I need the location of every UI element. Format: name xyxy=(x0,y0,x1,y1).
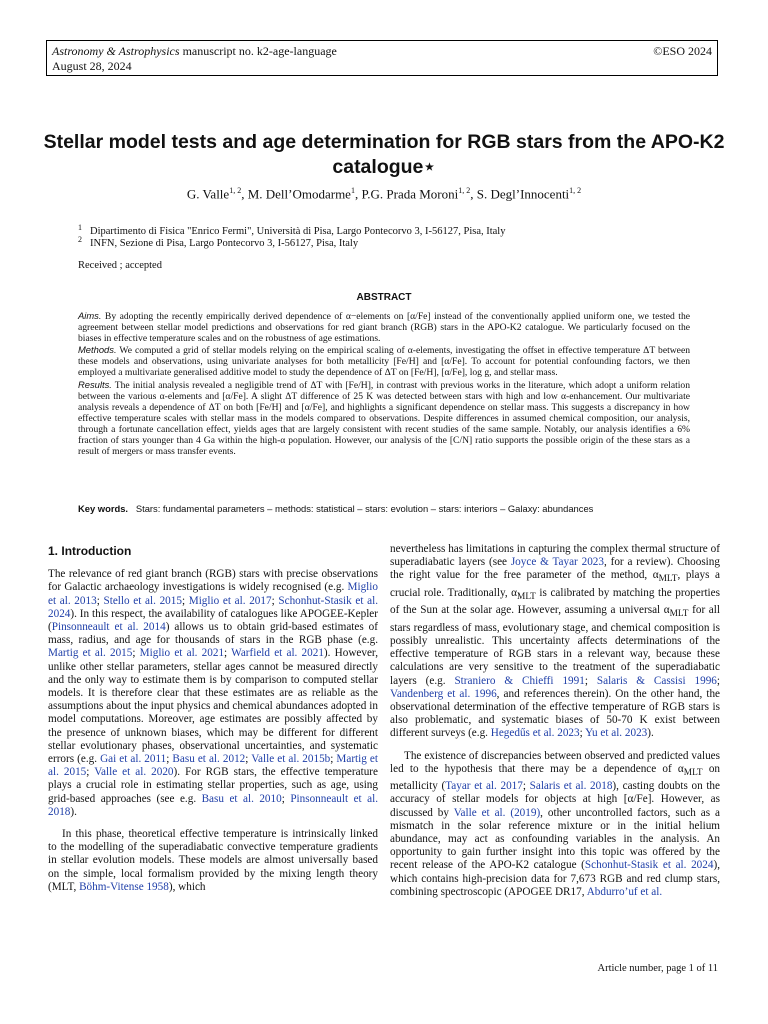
citation-link[interactable]: Schonhut-Stasik et al. 2024 xyxy=(584,859,714,872)
author: S. Degl’Innocenti xyxy=(476,186,570,202)
citation-link[interactable]: Tayar et al. 2017 xyxy=(445,780,523,793)
header-date: August 28, 2024 xyxy=(52,59,132,73)
journal-line xyxy=(52,44,337,59)
citation-link[interactable]: Valle et al. (2019) xyxy=(453,806,541,819)
citation-link[interactable]: Straniero & Chieffi 1991 xyxy=(454,674,585,687)
citation-link[interactable]: Basu et al. 2012 xyxy=(172,753,246,766)
citation-link[interactable]: Vandenberg et al. 1996 xyxy=(390,687,497,700)
citation-link[interactable]: Pinsonneault et al. 2018 xyxy=(48,792,379,818)
citation-link[interactable]: Valle et al. 2020 xyxy=(94,766,174,779)
received-line: Received ; accepted xyxy=(78,260,162,271)
citation-link[interactable]: Hegedűs et al. 2023 xyxy=(490,727,580,740)
abstract-results: Results. The initial analysis revealed a negligible trend of ΔT with [Fe/H], in contrast with previous works in the literature, which adopt a uniform relation between the various α-elements and [α/Fe]. A slight ΔT difference of 25 K was detected between stars with high and low α-enhancement. Our multivariate analysis reveals a dependence of ΔT on both [Fe/H] and [α/Fe], and highlights a significant dependence on stellar mass. This suggests a discrepancy in how effective temperature scales with stellar mass in the models compared to observations. Despite differences in assumed chemical composition, our analysis, through a fortunate cancellation effect, yields ages that are largely consistent with recent studies of the same sample. Notably, our analysis identifies a 6% fraction of stars younger than 4 Ga within the high-α population. However, our analysis of the [C/N] ratio supports the possible origin of the these stars as a result of mergers or mass transfer events. xyxy=(78,378,690,458)
body-paragraph: The existence of discrepancies between observed and predicted values led to the hypothesis that there may be a dependence of $\alpha_{MLT}$ on metallicity (Tayar et al. 2017; Salaris et al. 2018), casting doubts on the accuracy of stellar models for objects at high [α/Fe]. However, as discussed by Valle et al. (2019), other uncontrolled factors, such as a mismatch in the solar reference mixture or in the initial helium abundance, may act as confounding variables in the analysis. An opportunity to gain further insight into this topic was offered by the recent release of the APO-K2 catalogue (Schonhut-Stasik et al. 2024), which contains high-precision data for 7,673 RGB and red clump stars, combining spectroscopic (APOGEE DR17, Abdurro’uf et al. xyxy=(390,749,721,898)
keywords: Key words. Stars: fundamental parameters – methods: statistical – stars: evolution – stars: interiors – Galaxy: abundances xyxy=(78,503,594,514)
citation-link[interactable]: Warfield et al. 2021 xyxy=(231,647,324,660)
body-paragraph: The relevance of red giant branch (RGB) stars with precise observations for Galactic archaeology investigations is widely recognised (e.g. Miglio et al. 2013; Stello et al. 2015; Miglio et al. 2017; Schonhut-Stasik et al. 2024). In this respect, the availability of catalogues like APOGEE-Kepler (Pinsonneault et al. 2014) allows us to obtain grid-based estimates of mass, radius, and age for thousands of stars in the RGB phase (e.g. Martig et al. 2015; Miglio et al. 2021; Warfield et al. 2021). However, unlike other stellar parameters, stellar ages cannot be measured directly and the only way to estimate them is by comparison to computed stellar models. It is therefore clear that these estimates are as reliable as the assumptions about the input physics and chemical abundances adopted in model computations. Moreover, age estimates are possibly affected by the presence of unknown biases, which may be different for different stellar evolutionary phases, observational uncertainties, and systematic errors (e.g. Gai et al. 2011; Basu et al. 2012; Valle et al. 2015b; Martig et al. 2015; Valle et al. 2020). For RGB stars, the effective temperature plays a crucial role in estimating stellar properties, such as age, using grid-based approaches (see e.g. Basu et al. 2010; Pinsonneault et al. 2018). xyxy=(48,568,379,818)
citation-link[interactable]: Miglio et al. 2017 xyxy=(188,594,272,607)
body-paragraph: nevertheless has limitations in capturing the complex thermal structure of superadiabatic layers (see Joyce & Tayar 2023, for a review). Choosing the right value for the free parameter of the method, $\alpha_{MLT}$, plays a crucial role. Traditionally, $\alpha_{MLT}$ is calibrated by matching the properties of the Sun at the solar age. However, assuming a universal $\alpha_{MLT}$ for all stars regardless of mass, evolutionary stage, and chemical composition is possibly unrealistic. This uncertainty affects determinations of the effective temperature of RGB stars in a relevant way, because these calculations are very sensitive to the treatment of the superadiabatic layers (e.g. Straniero & Chieffi 1991; Salaris & Cassisi 1996; Vandenberg et al. 1996, and references therein). On the other hand, the observational determination of the effective temperature of RGB stars is also problematic, and systematic biases of 50-70 K exist between different surveys (e.g. Hegedűs et al. 2023; Yu et al. 2023). xyxy=(390,543,721,740)
copyright: ©ESO 2024 xyxy=(653,44,712,58)
citation-link[interactable]: Salaris et al. 2018 xyxy=(529,780,613,793)
page-footer: Article number, page 1 of 11 xyxy=(597,963,718,974)
paper-page: Astronomy & Astrophysics manuscript no. k2-age-language August 28, 2024 ©ESO 2024 Stellar model tests and age determination for RGB stars from the APO-K2 catalogue⋆ G. Valle$^{1, 2}$, M. Dell’Omodarme$^1$, P.G. Prada Moroni$^{1, 2}$, S. Degl’Innocenti$^{1, 2}$ 1 Dipartimento di Fisica "Enrico Fermi", Università di Pisa, Largo Pontecorvo 3, I-56127, Pisa, Italy 2 INFN, Sezione di Pisa, Largo Pontecorvo 3, I-56127, Pisa, Italy Received ; accepted ABSTRACT Aims. By adopting the recently empirically derived dependence of α−elements on [α/Fe] instead of the conventionally applied uniform one, we tested the agreement between stellar model predictions and observations for red giant branch (RGB) stars in the APO-K2 catalogue. We particularly focused on the biases in effective temperature scales and on the robustness of age estimations. Methods. We computed a grid of stellar models relying on the empirical scaling of α-elements, investigating the offset in effective temperature ΔT between these models and observations, using univariate analyses for both metallicity [Fe/H] and [α/Fe]. To account for potential confounding factors, we then employed a multivariate generalised additive model to study the dependence of ΔT on [Fe/H], [α/Fe], log g, and stellar mass. Results. The initial analysis revealed a negligible trend of ΔT with [Fe/H], in contrast with previous works in the literature, which adopt a uniform relation between the various α-elements and [α/Fe]. A slight ΔT difference of 25 K was detected between stars with high and low α-enhancement. Our multivariate analysis reveals a dependence of ΔT on both [Fe/H] and [α/Fe], and highlights a significant dependence on stellar mass. This suggests a discrepancy in how effective temperature scales with stellar mass in the models compared to observations. Despite differences in assumed chemical composition, our analysis, through a fortunate cancellation effect, yields ages that are largely consistent with recent studies of the same sample. Notably, our analysis identifies a 6% fraction of stars younger than 4 Ga within the high-α population. However, our analysis of the [C/N] ratio supports the possible origin of the these stars as a result of mergers or mass transfer events. Key words. Stars: fundamental parameters – methods: statistical – stars: evolution – stars: interiors – Galaxy: abundances 1. Introduction The relevance of red giant branch (RGB) stars with precise observations for Galactic archaeology investigations is widely recognised (e.g. Miglio et al. 2013; Stello et al. 2015; Miglio et al. 2017; Schonhut-Stasik et al. 2024). In this respect, the availability of catalogues like APOGEE-Kepler (Pinsonneault et al. 2014) allows us to obtain grid-based estimates of mass, radius, and age for thousands of stars in the RGB phase (e.g. Martig et al. 2015; Miglio et al. 2021; Warfield et al. 2021). However, unlike other stellar parameters, stellar ages cannot be measured directly and the only way to estimate them is by comparison to computed stellar models. It is therefore clear that these estimates are as reliable as the assumptions about the input physics and chemical abundances adopted in model computations. Moreover, age estimates are possibly affected by the presence of unknown biases, which may be different for different stellar evolutionary phases, observational uncertainties, and systematic errors (e.g. Gai et al. 2011; Basu et al. 2012; Valle et al. 2015b; Martig et al. 2015; Valle et al. 2020). For RGB stars, the effective temperature plays a crucial role in estimating stellar properties, such as age, using grid-based approaches (see e.g. Basu et al. 2010; Pinsonneault et al. 2018). In this phase, theoretical effective temperature is intrinsically linked to the modelling of the superadiabatic convective temperature gradients in stellar evolution models. These models are almost universally based on the simple, local formalism provided by the mixing length theory (MLT, Böhm-Vitense 1958), which nevertheless has limitations in capturing the complex thermal structure of superadiabatic layers (see Joyce & Tayar 2023, for a review). Choosing the right value for the free parameter of the method, $\alpha_{MLT}$, plays a crucial role. Traditionally, $\alpha_{MLT}$ is calibrated by matching the properties of the Sun at the solar age. However, assuming a universal $\alpha_{MLT}$ for all stars regardless of mass, evolutionary stage, and chemical composition is possibly unrealistic. This uncertainty affects determinations of the effective temperature of RGB stars in a relevant way, because these calculations are very sensitive to the treatment of the superadiabatic layers (e.g. Straniero & Chieffi 1991; Salaris & Cassisi 1996; Vandenberg et al. 1996, and references therein). On the other hand, the observational determination of the effective temperature of RGB stars is also problematic, and systematic biases of 50-70 K exist between different surveys (e.g. Hegedűs et al. 2023; Yu et al. 2023). The existence of discrepancies between observed and predicted values led to the hypothesis that there may be a dependence of $\alpha_{MLT}$ on metallicity (Tayar et al. 2017; Salaris et al. 2018), casting doubts on the accuracy of stellar models for objects at high [α/Fe]. However, as discussed by Valle et al. (2019), other uncontrolled factors, such as a mismatch in the solar reference mixture or in the initial helium abundance, may act as confounding variables in the analysis. An opportunity to gain further insight into this topic was offered by the recent release of the APO-K2 catalogue (Schonhut-Stasik et al. 2024), which contains high-precision data for 7,673 RGB and red clump stars, combining spectroscopic (APOGEE DR17, Abdurro’uf et al. Article number, page 1 of 11 xyxy=(0,0,768,1024)
citation-link[interactable]: Abdurro’uf et al. xyxy=(586,885,663,898)
author-list: G. Valle$^{1, 2}$, M. Dell’Omodarme$^1$, P.G. Prada Moroni$^{1, 2}$, S. Degl’Innocenti$^{1, 2}$ xyxy=(186,186,582,202)
citation-link[interactable]: Joyce & Tayar 2023 xyxy=(510,556,604,569)
title-footnote-mark[interactable]: ⋆ xyxy=(423,156,436,178)
citation-link[interactable]: Miglio et al. 2021 xyxy=(139,647,225,660)
citation-link[interactable]: Martig et al. 2015 xyxy=(48,753,378,779)
citation-link[interactable]: Yu et al. 2023 xyxy=(585,727,648,740)
abstract xyxy=(78,310,690,457)
citation-link[interactable]: Salaris & Cassisi 1996 xyxy=(596,674,717,687)
citation-link[interactable]: Böhm-Vitense 1958 xyxy=(79,880,169,893)
abstract-heading: ABSTRACT xyxy=(356,292,412,303)
abstract-aims: Aims. By adopting the recently empirically derived dependence of α−elements on [α/Fe] instead of the conventionally applied uniform one, we tested the agreement between stellar model predictions and observations for red giant branch (RGB) stars in the APO-K2 catalogue. We particularly focused on the biases in effective temperature scales and on the robustness of age estimations. xyxy=(78,310,690,345)
citation-link[interactable]: Schonhut-Stasik et al. 2024 xyxy=(48,594,379,620)
citation-link[interactable]: Valle et al. 2015b xyxy=(251,753,331,766)
paper-title: Stellar model tests and age determination for RGB stars from the APO-K2 catalogue⋆ xyxy=(43,131,725,178)
citation-link[interactable]: Martig et al. 2015 xyxy=(48,647,133,660)
body-column-right xyxy=(390,543,720,899)
citation-link[interactable]: Pinsonneault et al. 2014 xyxy=(51,621,166,634)
body-column-left xyxy=(48,543,378,894)
citation-link[interactable]: Basu et al. 2010 xyxy=(201,792,282,805)
author: M. Dell’Omodarme xyxy=(247,186,351,202)
author: P.G. Prada Moroni xyxy=(361,186,459,202)
citation-link[interactable]: Gai et al. 2011 xyxy=(100,753,167,766)
manuscript-header xyxy=(46,40,718,76)
section-heading: 1. Introduction xyxy=(48,544,132,558)
citation-link[interactable]: Stello et al. 2015 xyxy=(103,594,182,607)
abstract-methods: Methods. We computed a grid of stellar models relying on the empirical scaling of α-elements, investigating the offset in effective temperature ΔT between these models and observations, using univariate analyses for both metallicity [Fe/H] and [α/Fe]. To account for potential confounding factors, we then employed a multivariate generalised additive model to study the dependence of ΔT on [Fe/H], [α/Fe], log g, and stellar mass. xyxy=(78,344,690,379)
citation-link[interactable]: Miglio et al. 2013 xyxy=(48,581,378,607)
body-paragraph: In this phase, theoretical effective temperature is intrinsically linked to the modelling of the superadiabatic convective temperature gradients in stellar evolution models. These models are almost universally based on the simple, local formalism provided by the mixing length theory (MLT, Böhm-Vitense 1958), which xyxy=(48,828,378,893)
author: G. Valle xyxy=(186,186,230,202)
journal-name: Astronomy & Astrophysics xyxy=(52,44,180,58)
manuscript-id: manuscript no. k2-age-language xyxy=(179,44,337,58)
